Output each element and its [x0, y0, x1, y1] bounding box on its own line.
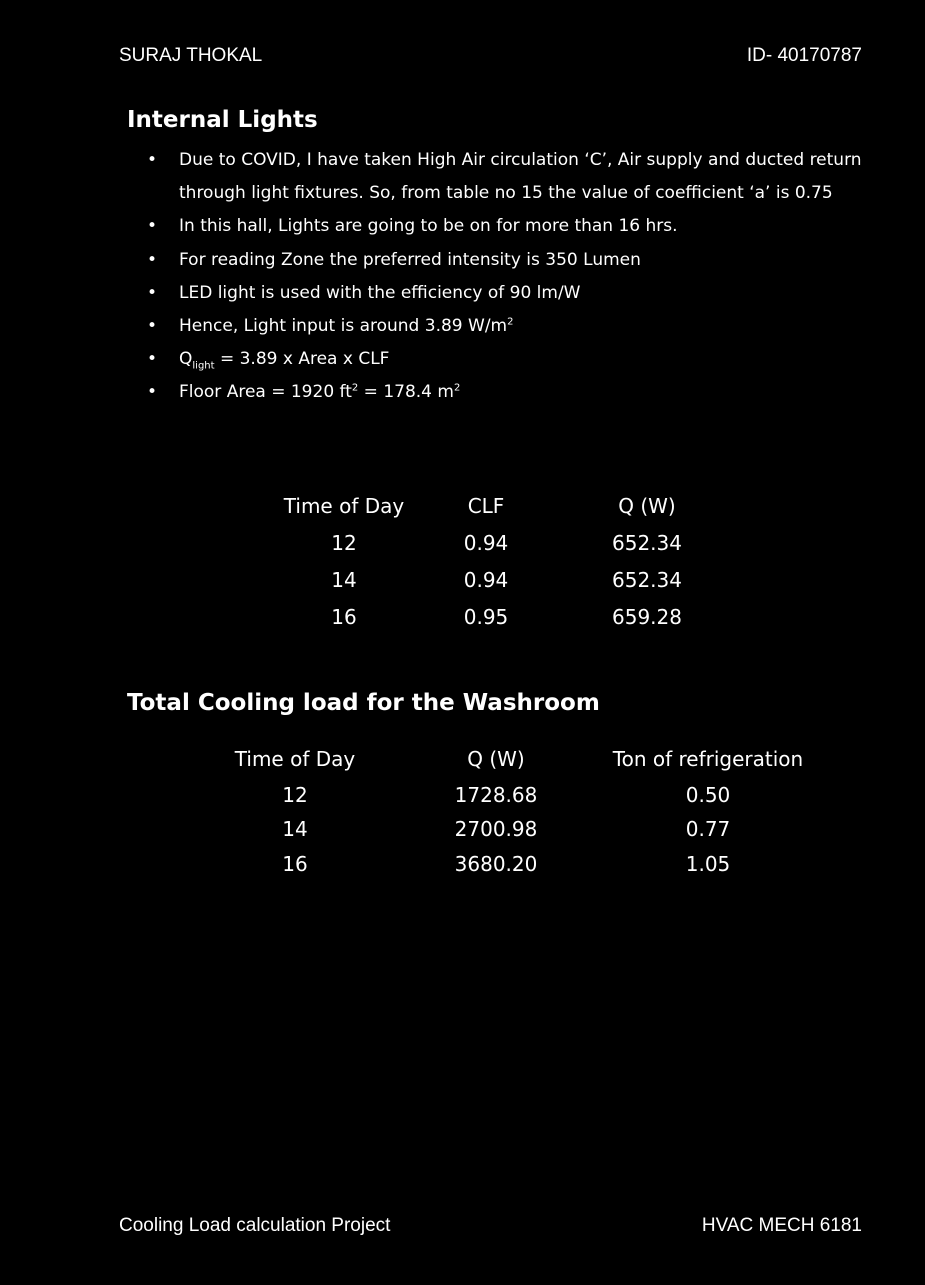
section-title-internal-lights: Internal Lights — [127, 107, 318, 133]
section-title-total-cooling-load: Total Cooling load for the Washroom — [127, 690, 600, 716]
table-header-cell: Q (W) — [618, 494, 676, 518]
bullet-item — [0, 310, 925, 343]
table-header-row — [0, 744, 925, 774]
bullet-text: Hence, Light input is around 3.89 W/m — [179, 316, 508, 337]
table-cell: 14 — [282, 817, 308, 841]
superscript: 2 — [507, 316, 514, 328]
bullet-text: LED light is used with the efficiency of 90 lm/W — [179, 282, 581, 303]
table-cell: 2700.98 — [454, 817, 538, 841]
bullet-text: = 178.4 m — [358, 382, 454, 403]
bullet-item — [0, 210, 925, 243]
table-row — [0, 602, 925, 632]
bullet-item — [0, 244, 925, 277]
bullet-text: Due to COVID, I have taken High Air circulation ‘C’, Air supply and ducted return through light fixtures. So, from table no 15 the value of coefficient ‘a’ is 0.75 — [179, 150, 862, 204]
table-row — [0, 528, 925, 558]
subscript: light — [192, 360, 215, 372]
table-header-cell: Q (W) — [467, 747, 525, 771]
table-cell: 0.50 — [685, 783, 731, 807]
table-cell: 12 — [331, 531, 357, 555]
table-cell: 16 — [331, 605, 357, 629]
table-cell: 16 — [282, 852, 308, 876]
footer-project-title: Cooling Load calculation Project — [119, 1215, 391, 1236]
table-header-cell: Time of Day — [283, 494, 405, 518]
table-cell: 1728.68 — [454, 783, 538, 807]
table-cell: 652.34 — [612, 531, 682, 555]
bullet-text: Floor Area = 1920 ft — [179, 382, 352, 403]
table-row — [0, 849, 925, 879]
table-row — [0, 814, 925, 844]
table-cell: 1.05 — [685, 852, 731, 876]
table-header-cell: Time of Day — [234, 747, 356, 771]
bullet-item — [0, 277, 925, 310]
internal-lights-bullet-list — [0, 144, 925, 410]
table-cell: 14 — [331, 568, 357, 592]
bullet-text: Q — [179, 349, 193, 370]
table-cell: 12 — [282, 783, 308, 807]
superscript: 2 — [453, 382, 461, 394]
table-header-cell: CLF — [467, 494, 505, 518]
table-row — [0, 565, 925, 595]
table-header-cell: Ton of refrigeration — [612, 747, 804, 771]
bullet-text: = 3.89 x Area x CLF — [214, 349, 390, 370]
table-cell: 0.77 — [685, 817, 731, 841]
footer-course-code: HVAC MECH 6181 — [701, 1215, 862, 1236]
bullet-item — [0, 144, 925, 210]
table-row — [0, 780, 925, 810]
table-cell: 0.94 — [463, 531, 509, 555]
bullet-item — [0, 343, 925, 376]
table-cell: 3680.20 — [454, 852, 538, 876]
bullet-item — [0, 376, 925, 409]
table-cell: 652.34 — [612, 568, 682, 592]
table-header-row — [0, 491, 925, 521]
header-student-id: ID- 40170787 — [746, 45, 862, 66]
table-cell: 659.28 — [612, 605, 682, 629]
header-author: SURAJ THOKAL — [119, 45, 263, 66]
table-cell: 0.95 — [463, 605, 509, 629]
bullet-text: For reading Zone the preferred intensity is 350 Lumen — [179, 249, 641, 270]
superscript: 2 — [351, 382, 359, 394]
table-cell: 0.94 — [463, 568, 509, 592]
bullet-text: In this hall, Lights are going to be on for more than 16 hrs. — [179, 216, 678, 237]
